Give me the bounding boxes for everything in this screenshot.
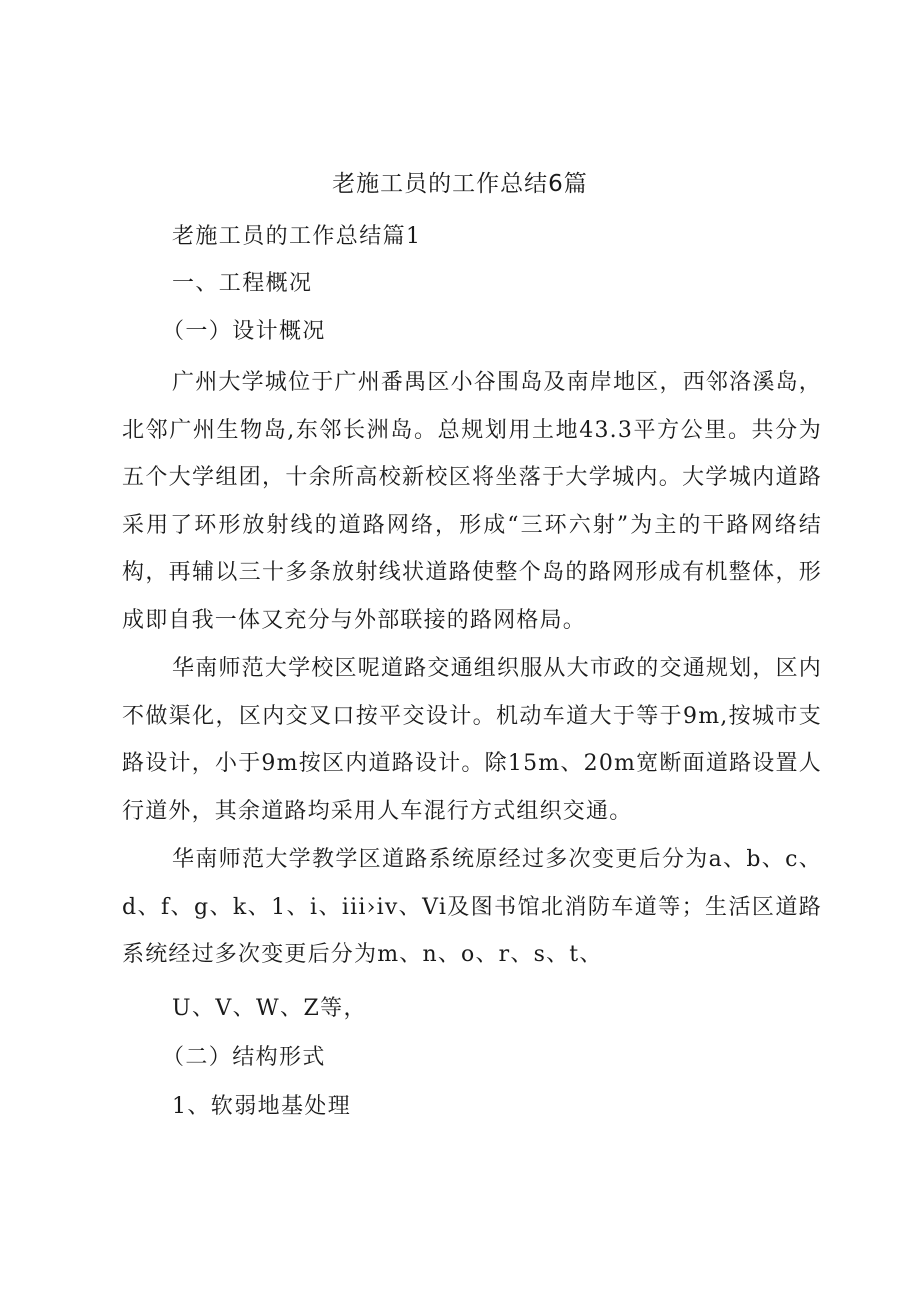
road-systems-paragraph: 华南师范大学教学区道路系统原经过多次变更后分为a、b、c、d、f、g、k、1、i、iii›iv、Vi及图书馆北消防车道等；生活区道路系统经过多次变更后分为m、n、o、r、s、t、: [122, 847, 822, 968]
design-overview-heading: （一）设计概况: [162, 319, 326, 344]
location-paragraph: 广州大学城位于广州番禺区小谷围岛及南岸地区，西邻洛溪岛，北邻广州生物岛,东邻长洲岛。总规划用土地43.3平方公里。共分为五个大学组团，十余所高校新校区将坐落于大学城内。大学城内道路采用了环形放射线的道路网络，形成“三环六射”为主的干路网络结构，再辅以三十多条放射线状道路使整个岛的路网形成有机整体，形成即自我一体又充分与外部联接的路网格局。: [122, 370, 822, 633]
section-heading: 老施工员的工作总结篇1: [172, 224, 422, 249]
part-one-heading: 一、工程概况: [172, 271, 313, 296]
soft-foundation-item: 1、软弱地基处理: [172, 1094, 352, 1119]
structure-form-heading: （二）结构形式: [162, 1045, 326, 1070]
document-title: 老施工员的工作总结6篇: [332, 171, 588, 197]
road-list-end-line: U、V、W、Z等，: [172, 996, 367, 1021]
traffic-paragraph: 华南师范大学校区呢道路交通组织服从大市政的交通规划，区内不做渠化，区内交叉口按平交设计。机动车道大于等于9m,按城市支路设计，小于9m按区内道路设计。除15m、20m宽断面道路设置人行道外，其余道路均采用人车混行方式组织交通。: [122, 656, 822, 824]
